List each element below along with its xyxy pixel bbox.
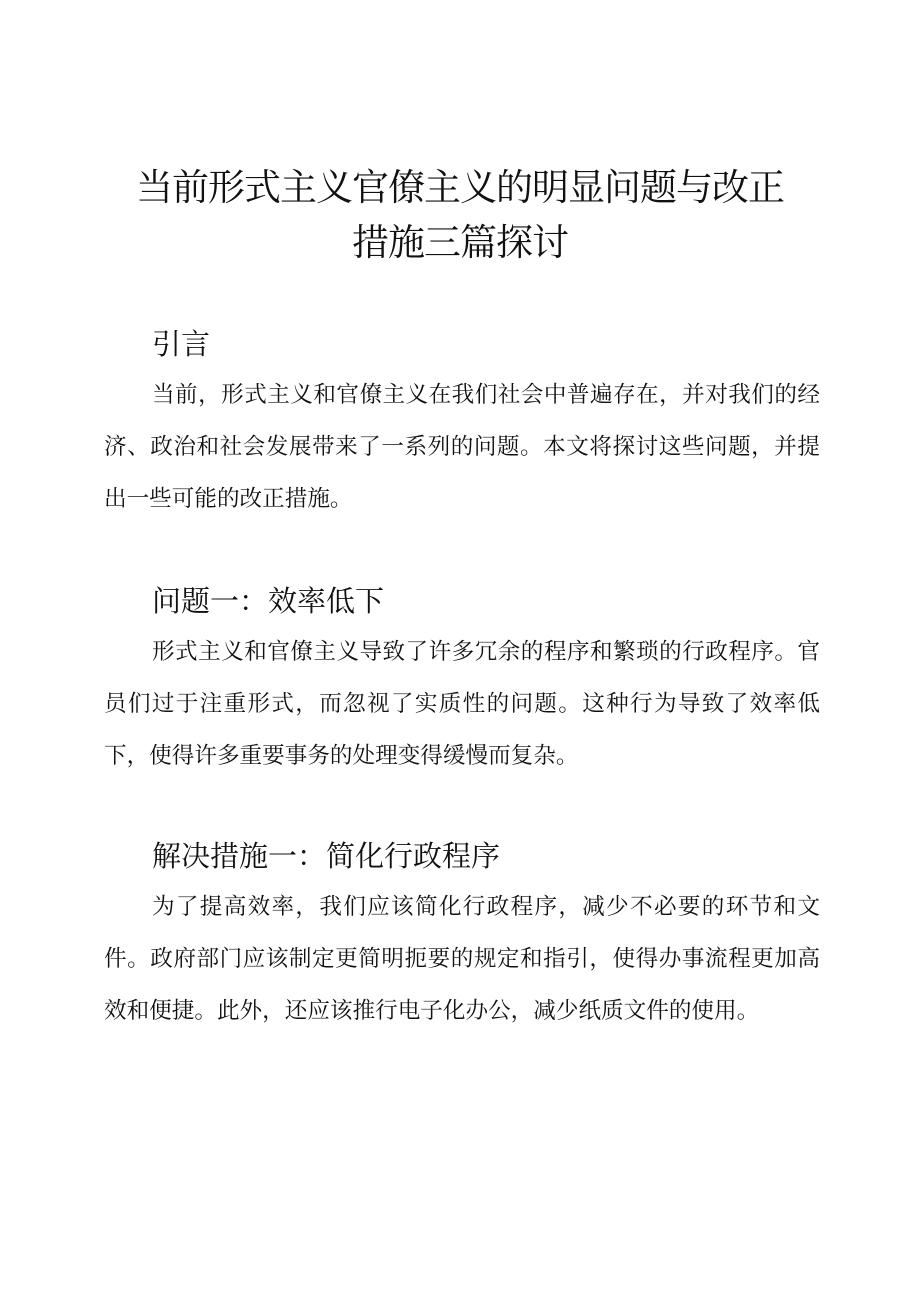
section-body-problem-1: 形式主义和官僚主义导致了许多冗余的程序和繁琐的行政程序。官员们过于注重形式，而忽视了实质性的问题。这种行为导致了效率低下，使得许多重要事务的处理变得缓慢而复杂。 xyxy=(104,639,820,769)
section-body-intro: 当前，形式主义和官僚主义在我们社会中普遍存在，并对我们的经济、政治和社会发展带来了一系列的问题。本文将探讨这些问题，并提出一些可能的改正措施。 xyxy=(104,382,820,512)
section-body-solution-1: 为了提高效率，我们应该简化行政程序，减少不必要的环节和文件。政府部门应该制定更简明扼要的规定和指引，使得办事流程更加高效和便捷。此外，还应该推行电子化办公，减少纸质文件的使用。 xyxy=(104,894,820,1024)
section-heading-problem-1: 问题一：效率低下 xyxy=(152,584,385,618)
document-title xyxy=(100,160,820,270)
section-heading-intro: 引言 xyxy=(152,327,211,361)
document-title-line-1: 当前形式主义官僚主义的明显问题与改正 xyxy=(136,166,784,209)
document-title-line-2: 措施三篇探讨 xyxy=(352,221,568,264)
section-heading-solution-1: 解决措施一：简化行政程序 xyxy=(152,839,501,873)
